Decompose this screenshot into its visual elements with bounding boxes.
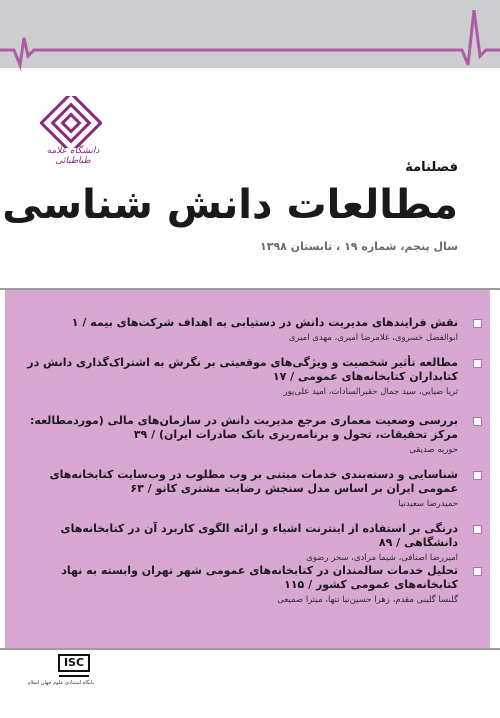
isc-logo — [27, 654, 94, 700]
toc-item[interactable] — [20, 316, 480, 345]
article-title: درنگی بر استفاده از اینترنت اشیاء و ارائه الگوی کاربرد آن در کتابخانه‌های دانشگاهی / ۸۹ — [60, 522, 458, 549]
issue-info: سال پنجم، شماره ۱۹ ، تابستان ۱۳۹۸ — [259, 240, 458, 253]
university-name: دانشگاه علامه طباطبائی — [46, 146, 100, 166]
article-authors: ابوالفضل خسروی، غلامرضا امیری، مهدی امیری — [288, 333, 458, 343]
toc-item[interactable] — [20, 414, 480, 457]
article-title: مطالعه تأثیر شخصیت و ویژگی‌های موقعیتی بر نگرش به اشتراک‌گذاری دانش در کتابداران کتابخانه‌های عمومی / ۱۷ — [27, 356, 458, 383]
table-of-contents — [5, 290, 490, 648]
toc-item[interactable] — [20, 356, 480, 399]
bullet-icon — [473, 471, 482, 480]
toc-item[interactable] — [20, 522, 480, 565]
isc-label: ISC — [58, 654, 90, 672]
toc-item[interactable] — [20, 564, 480, 607]
article-authors: ثریا ضیایی، سید جمال حقیرالسادات، امید علی‌پور — [283, 387, 458, 397]
bullet-icon — [473, 359, 482, 368]
article-authors: حوریه صدیقی — [409, 445, 458, 455]
isc-underline — [59, 675, 89, 677]
toc-item[interactable] — [20, 468, 480, 511]
bullet-icon — [473, 417, 482, 426]
bullet-icon — [473, 525, 482, 534]
article-authors: امیررضا اصنافی، شیما مرادی، سحر رضوی — [306, 553, 458, 563]
logo-emblem-icon — [40, 96, 102, 148]
article-title: بررسی وضعیت معماری مرجع مدیریت دانش در سازمان‌های مالی (موردمطالعه: مرکز تحقیقات، تحول و برنامه‌ریزی بانک صادرات ایران) / ۳۹ — [30, 414, 458, 441]
quarterly-label: فصلنامهٔ — [405, 160, 458, 175]
article-title: تحلیل خدمات سالمندان در کتابخانه‌های عمومی شهر تهران وابسته به نهاد کتابخانه‌های عمومی کشور / ۱۱۵ — [61, 564, 458, 591]
bullet-icon — [473, 319, 482, 328]
bullet-icon — [473, 567, 482, 576]
journal-title-text: مطالعات دانش شناسی — [2, 182, 458, 228]
article-title: نقش فرایندهای مدیریت دانش در دستیابی به اهداف شرکت‌های بیمه / ۱ — [71, 316, 458, 329]
bottom-divider — [0, 648, 500, 650]
ecg-line-decoration — [0, 10, 500, 80]
journal-title — [0, 180, 458, 230]
article-authors: حمیدرضا سعیدنیا — [398, 499, 458, 509]
isc-caption: پایگاه استنادی علوم جهان اسلام — [27, 680, 94, 686]
article-title: شناسایی و دسته‌بندی خدمات مبتنی بر وب مطلوب در وب‌سایت کتابخانه‌های عمومی ایران بر اساس مدل سنجش رضایت مشتری کانو / ۶۳ — [49, 468, 458, 495]
article-authors: گلنسا گلینی مقدم، زهرا حسین‌نیا تنها، میترا صمیعی — [277, 595, 458, 605]
